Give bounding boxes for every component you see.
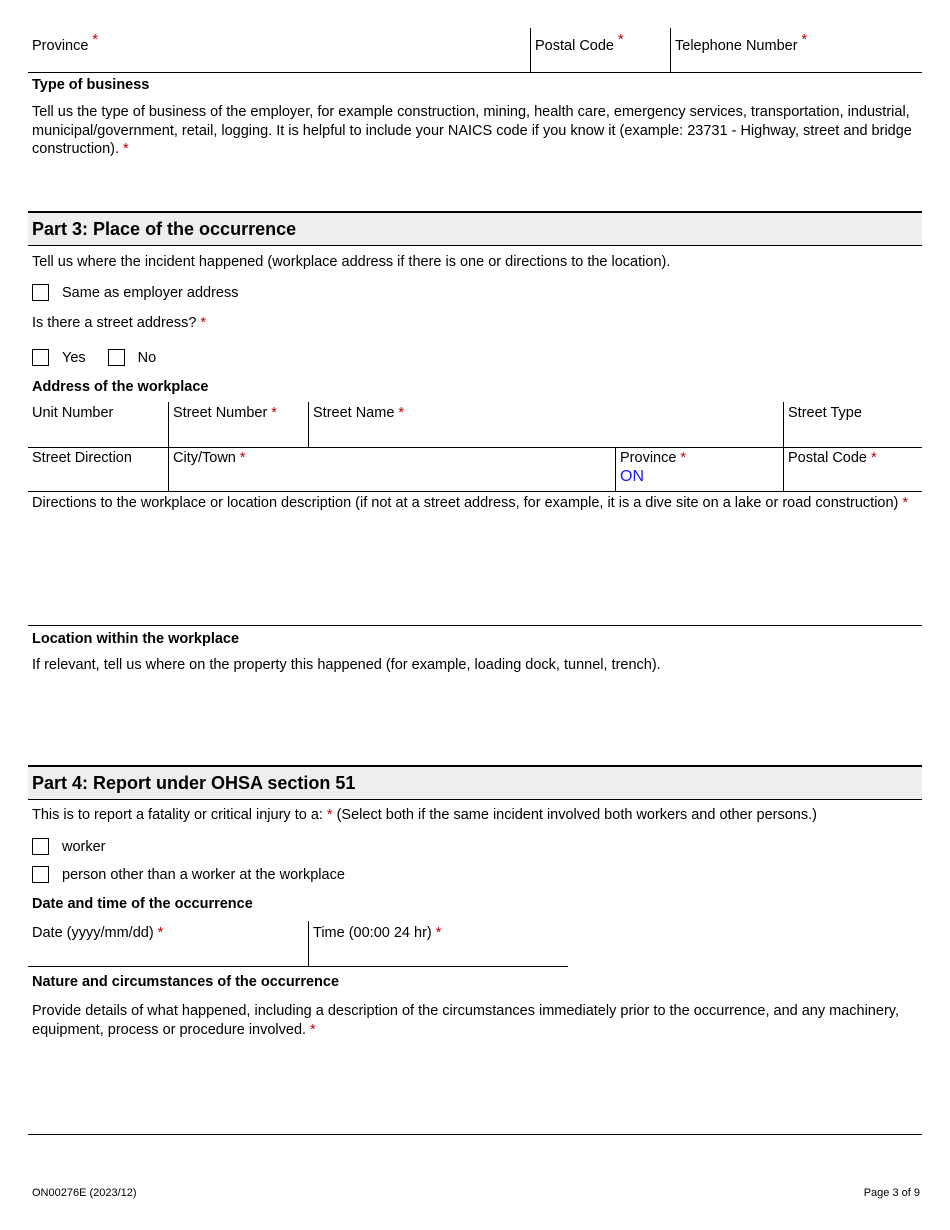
required-mark: * xyxy=(123,141,129,157)
location-text: If relevant, tell us where on the property this happened (for example, loading dock, tunnel, trench). xyxy=(32,657,661,673)
street-address-question-text: Is there a street address? xyxy=(32,315,197,331)
postal-code-field[interactable] xyxy=(530,28,670,72)
required-mark: * xyxy=(239,450,246,466)
type-of-business-heading: Type of business xyxy=(32,77,150,93)
time-label: Time (00:00 24 hr) xyxy=(313,925,432,941)
required-mark: * xyxy=(157,925,164,941)
date-field[interactable] xyxy=(28,921,308,966)
worker-label: worker xyxy=(62,838,106,855)
nature-field[interactable] xyxy=(32,1002,916,1039)
required-mark: * xyxy=(200,315,207,331)
nature-heading: Nature and circumstances of the occurrence xyxy=(32,974,340,990)
directions-label: Directions to the workplace or location description (if not at a street address, for example, it is a dive site on a lake or road construction) xyxy=(32,495,899,511)
contact-row xyxy=(28,28,922,73)
required-mark: * xyxy=(398,405,405,421)
street-name-label: Street Name xyxy=(313,405,395,421)
date-time-heading: Date and time of the occurrence xyxy=(32,896,253,912)
type-of-business-field[interactable] xyxy=(32,103,916,159)
required-mark: * xyxy=(871,450,877,466)
required-mark: * xyxy=(801,32,808,48)
other-person-option xyxy=(32,866,345,883)
unit-number-label: Unit Number xyxy=(32,405,114,421)
location-heading: Location within the workplace xyxy=(32,631,240,647)
date-label: Date (yyyy/mm/dd) xyxy=(32,925,154,941)
part3-intro: Tell us where the incident happened (workplace address if there is one or directions to the location). xyxy=(32,254,671,270)
postal-code-field-2[interactable] xyxy=(783,447,922,491)
telephone-field[interactable] xyxy=(670,28,922,72)
page-number: Page 3 of 9 xyxy=(863,1187,920,1199)
part3-title: Part 3: Place of the occurrence xyxy=(32,219,297,239)
unit-number-field[interactable] xyxy=(28,402,168,447)
time-field[interactable] xyxy=(308,921,568,966)
city-field[interactable] xyxy=(168,447,615,491)
street-name-field[interactable] xyxy=(308,402,783,447)
type-of-business-text: Tell us the type of business of the employer, for example construction, mining, health care, emergency services, transportation, industrial, municipal/government, retail, logging. It is helpful to include your NAICS code if you know it (example: 23731 - Highway, street and bridge construction). xyxy=(32,104,912,157)
divider xyxy=(28,1134,922,1135)
part4-header xyxy=(28,765,922,800)
required-mark: * xyxy=(618,32,624,48)
street-address-options xyxy=(32,349,156,366)
required-mark: * xyxy=(271,405,277,421)
street-number-label: Street Number xyxy=(173,405,268,421)
yes-label: Yes xyxy=(62,349,86,366)
date-time-row xyxy=(28,921,568,967)
city-label: City/Town xyxy=(173,450,236,466)
same-as-employer-label: Same as employer address xyxy=(62,284,239,301)
province-label: Province xyxy=(32,38,89,54)
street-type-label: Street Type xyxy=(788,405,862,421)
same-as-employer-option xyxy=(32,284,239,301)
street-number-field[interactable] xyxy=(168,402,308,447)
worker-option xyxy=(32,838,106,855)
other-person-label: person other than a worker at the workplace xyxy=(62,866,345,883)
part4-intro xyxy=(32,807,817,823)
no-checkbox[interactable] xyxy=(108,349,125,366)
address-row-2 xyxy=(28,447,922,492)
province-value: ON xyxy=(620,468,644,485)
part4-intro-after: (Select both if the same incident involved both workers and other persons.) xyxy=(336,807,817,823)
postal-code-label-2: Postal Code xyxy=(788,450,867,466)
part3-header xyxy=(28,211,922,246)
required-mark: * xyxy=(326,807,333,823)
part4-title: Part 4: Report under OHSA section 51 xyxy=(32,773,356,793)
no-label: No xyxy=(137,349,157,366)
required-mark: * xyxy=(92,32,99,48)
required-mark: * xyxy=(310,1021,316,1038)
directions-field[interactable] xyxy=(32,494,916,513)
street-address-question xyxy=(32,315,206,331)
form-number: ON00276E (2023/12) xyxy=(32,1187,137,1199)
divider xyxy=(28,625,922,626)
postal-code-label: Postal Code xyxy=(535,38,614,54)
required-mark: * xyxy=(902,495,909,511)
same-as-employer-checkbox[interactable] xyxy=(32,284,49,301)
street-direction-field[interactable] xyxy=(28,447,168,491)
address-heading: Address of the workplace xyxy=(32,379,209,395)
other-person-checkbox[interactable] xyxy=(32,866,49,883)
telephone-label: Telephone Number xyxy=(675,38,798,54)
worker-checkbox[interactable] xyxy=(32,838,49,855)
province-field[interactable] xyxy=(28,28,530,72)
required-mark: * xyxy=(680,450,687,466)
form-page xyxy=(28,0,922,1230)
required-mark: * xyxy=(435,925,442,941)
location-field[interactable] xyxy=(32,657,661,673)
street-direction-label: Street Direction xyxy=(32,450,132,466)
part4-intro-before: This is to report a fatality or critical injury to a: xyxy=(32,807,323,823)
province-label-2: Province xyxy=(620,450,677,466)
street-type-field[interactable] xyxy=(783,402,922,447)
address-row-1 xyxy=(28,402,922,448)
yes-checkbox[interactable] xyxy=(32,349,49,366)
province-field-2[interactable] xyxy=(615,447,783,491)
nature-text: Provide details of what happened, including a description of the circumstances immediately prior to the occurrence, and any machinery, equipment, process or procedure involved. xyxy=(32,1003,899,1038)
